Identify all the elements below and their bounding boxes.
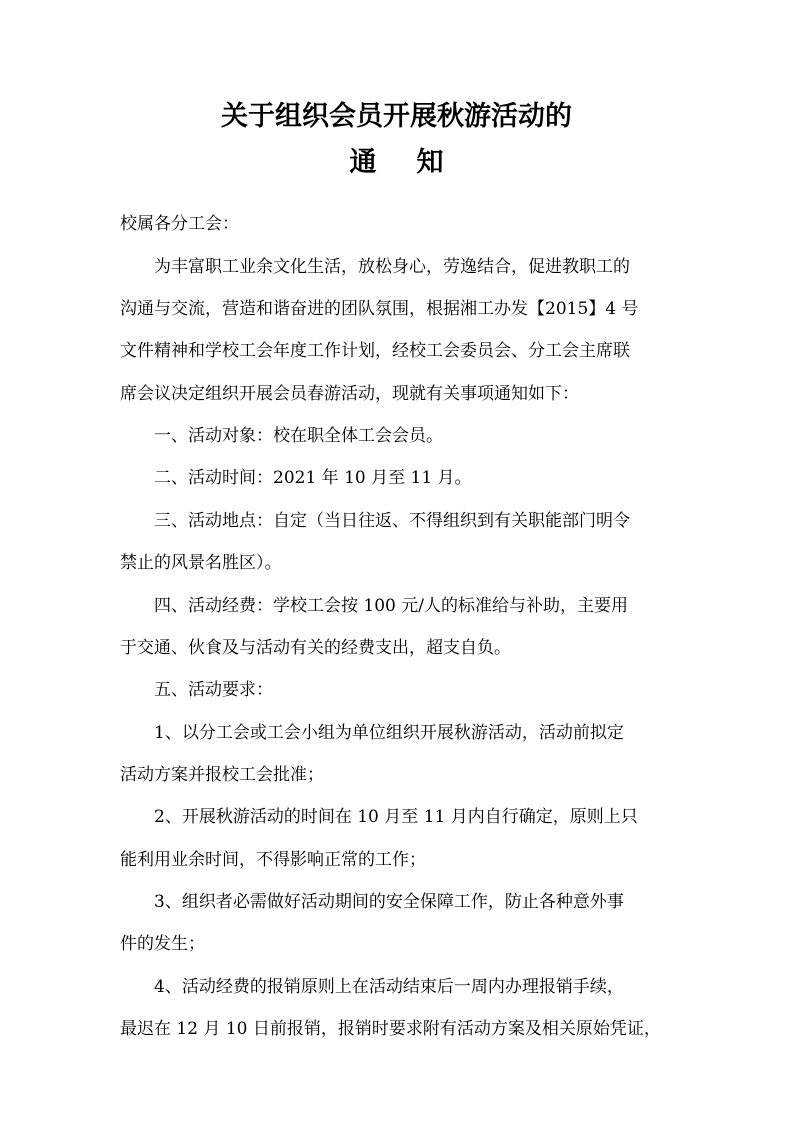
item-requirements: 五、活动要求： bbox=[154, 680, 273, 700]
document-title: 关于组织会员开展秋游活动的 bbox=[221, 101, 572, 132]
requirement-1: 1、以分工会或工会小组为单位组织开展秋游活动，活动前拟定 bbox=[154, 723, 624, 743]
item-location: 三、活动地点：自定（当日往返、不得组织到有关职能部门明令 bbox=[154, 511, 630, 531]
salutation: 校属各分工会： bbox=[120, 214, 239, 234]
item-funding-cont: 于交通、伙食及与活动有关的经费支出，超支自负。 bbox=[120, 638, 511, 658]
requirement-2-cont: 能利用业余时间，不得影响正常的工作； bbox=[120, 850, 426, 870]
item-location-cont: 禁止的风景名胜区）。 bbox=[120, 553, 282, 573]
paragraph-line: 文件精神和学校工会年度工作计划，经校工会委员会、分工会主席联 bbox=[120, 341, 630, 361]
requirement-4-cont: 最迟在 12 月 10 日前报销，报销时要求附有活动方案及相关原始凭证， bbox=[120, 1019, 661, 1039]
paragraph-line: 沟通与交流，营造和谐奋进的团队氛围，根据湘工办发【2015】4 号 bbox=[120, 299, 639, 319]
requirement-4: 4、活动经费的报销原则上在活动结束后一周内办理报销手续， bbox=[154, 977, 624, 997]
requirement-1-cont: 活动方案并报校工会批准； bbox=[120, 765, 324, 785]
paragraph-line: 为丰富职工业余文化生活，放松身心，劳逸结合，促进教职工的 bbox=[154, 257, 630, 277]
requirement-2: 2、开展秋游活动的时间在 10 月至 11 月内自行确定，原则上只 bbox=[154, 807, 638, 827]
item-time: 二、活动时间：2021 年 10 月至 11 月。 bbox=[154, 468, 472, 488]
item-target: 一、活动对象：校在职全体工会会员。 bbox=[154, 426, 443, 446]
requirement-3-cont: 件的发生； bbox=[120, 934, 205, 954]
item-funding: 四、活动经费：学校工会按 100 元/人的标准给与补助，主要用 bbox=[154, 596, 628, 616]
requirement-3: 3、组织者必需做好活动期间的安全保障工作，防止各种意外事 bbox=[154, 892, 624, 912]
document-title-notice: 通知 bbox=[349, 147, 484, 178]
paragraph-line: 席会议决定组织开展会员春游活动，现就有关事项通知如下： bbox=[120, 384, 579, 404]
